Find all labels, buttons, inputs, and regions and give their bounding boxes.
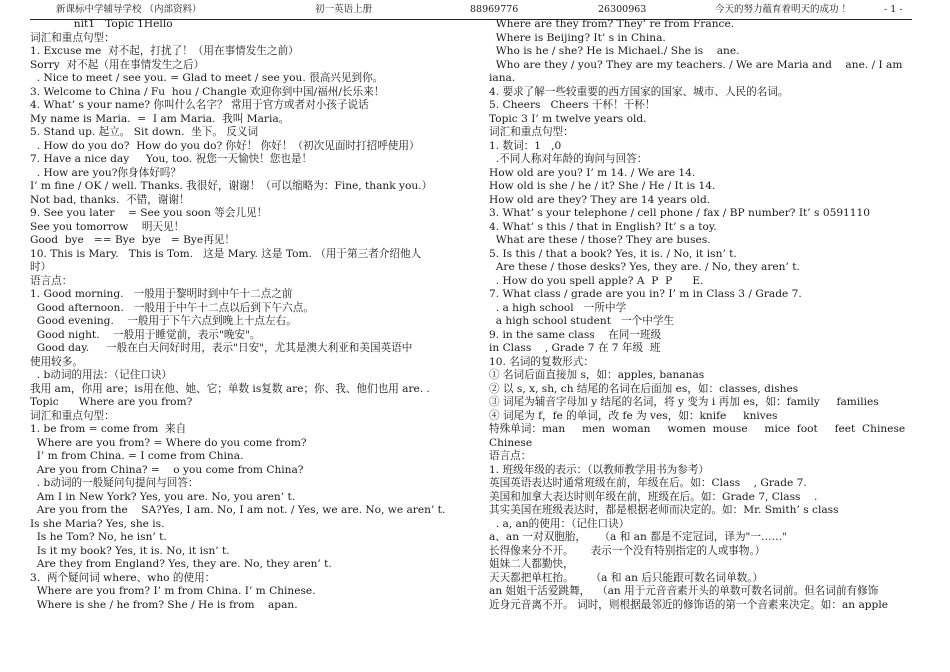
text-line: .不同人称对年龄的询问与回答：: [489, 153, 648, 165]
page-header: [0, 0, 950, 20]
text-line: I’ m from China. = I come from China.: [30, 450, 244, 462]
text-line: nit1 Topic 1Hello: [30, 18, 173, 30]
text-line: 3. Welcome to China / Fu hou / Changle 欢迎你到中国/福州/长乐来！: [30, 85, 385, 98]
text-line: . How do you do? How do you do? 你好！ 你好！（初次见面时打招呼使用）: [30, 139, 420, 152]
text-line: Topic Where are you from?: [30, 396, 193, 408]
text-line: 3. 两个疑问词 where、who 的使用：: [30, 571, 216, 584]
header-motto: 今天的努力蕴育着明天的成功 ！: [715, 4, 852, 15]
text-line: 英国英语表达时通常班级在前，年级在后。如：Class , Grade 7.: [489, 477, 807, 489]
text-line: Not bad, thanks. 不错，谢谢！: [30, 193, 190, 206]
text-line: 4. What’ s this / that in English? It’ s a toy.: [489, 220, 717, 233]
text-line: Who is he / she? He is Michael./ She is ane.: [489, 45, 740, 57]
text-line: 7. What class / grade are you in? I’ m in Class 3 / Grade 7.: [489, 288, 802, 300]
text-line: 长得像来分不开。 表示一个没有特别指定的人或事物。）: [489, 544, 766, 557]
text-line: Am I in New York? Yes, you are. No, you aren’ t.: [30, 490, 296, 503]
text-line: 语言点：: [489, 450, 532, 462]
text-line: 10. 名词的复数形式：: [489, 355, 594, 368]
text-line: 9. in the same class 在同一班级: [489, 328, 662, 341]
text-line: 近身元音离不开。 词时，则根据最邻近的修饰语的第一个音素来决定。如：an apple: [489, 598, 889, 611]
text-line: 1. Good morning. 一般用于黎明时到中午十二点之前: [30, 288, 293, 300]
text-line: Where are they from? They’ re from France.: [489, 18, 735, 30]
text-line: Is she Maria? Yes, she is.: [30, 517, 165, 530]
text-line: 1. 数词：1 ,0: [489, 139, 562, 152]
text-line: Topic 3 I’ m twelve years old.: [489, 112, 647, 125]
text-line: Good day. 一般在白天问好时用，表示"日安"，尤其是澳大利亚和美国英语中: [30, 342, 413, 354]
right-column: [489, 18, 933, 612]
text-line: Are they from England? Yes, they are. No, they aren’ t.: [30, 558, 332, 570]
text-line: Is it my book? Yes, it is. No, it isn’ t.: [30, 544, 230, 557]
text-line: an 姐姐干活爱跳舞， （an 用于元音音素开头的单数可数名词前。但名词前有修饰: [489, 585, 879, 597]
text-line: Is he Tom? No, he isn’ t.: [30, 531, 167, 543]
text-line: 词汇和重点句型：: [489, 126, 574, 138]
text-line: Chinese: [489, 436, 533, 449]
text-line: Good bye == Bye bye = Bye再见！: [30, 234, 235, 246]
text-line: 1. Excuse me 对不起，打扰了！（用在事情发生之前）: [30, 45, 299, 57]
text-line: 姐妹二人都勤快，: [489, 558, 574, 570]
text-line: 7. Have a nice day You, too. 祝您一天愉快！您也是！: [30, 153, 313, 165]
text-line: Are you from the SA?Yes, I am. No, I am not. / Yes, we are. No, we aren’ t.: [30, 504, 446, 516]
text-line: 语言点：: [30, 274, 73, 287]
text-line: Where is she / he from? She / He is from apan.: [30, 598, 298, 611]
text-line: 9. See you later = See you soon 等会儿见！: [30, 207, 268, 219]
text-line: Sorry 对不起（用在事情发生之后）: [30, 58, 205, 71]
text-line: 1. be from = come from 来自: [30, 423, 187, 435]
page-number: - 1 -: [884, 4, 903, 15]
text-line: 我用 am，你用 are；is用在他、她、它；单数 is复数 are；你、我、他们也用 are. .: [30, 382, 430, 395]
phone-2: 26300963: [598, 4, 647, 15]
text-line: in Class , Grade 7 在 7 年级 班: [489, 342, 661, 354]
text-line: 5. Stand up. 起立。 Sit down. 坐下。 反义词: [30, 126, 259, 138]
text-line: 4. 要求了解一些较重要的西方国家的国家、城市、人民的名词。: [489, 85, 789, 98]
text-line: 3. What’ s your telephone / cell phone / fax / BP number? It’ s 0591110: [489, 207, 871, 219]
text-line: 天天都把单杠抬。 （a 和 an 后只能跟可数名词单数。）: [489, 571, 764, 584]
text-line: . a, an的使用：（记住口诀）: [489, 517, 630, 530]
text-line: 特殊单词：man men woman women mouse mice foot feet Chinese: [489, 423, 906, 435]
text-line: 使用较多。: [30, 355, 83, 368]
text-line: My name is Maria. = I am Maria. 我叫 Maria。: [30, 112, 290, 125]
text-line: Good evening. 一般用于下午六点到晚上十点左右。: [30, 315, 297, 327]
text-line: . b动词的用法：（记住口诀）: [30, 369, 173, 381]
text-line: iana.: [489, 72, 516, 84]
text-line: 词汇和重点句型：: [30, 31, 115, 44]
text-line: ② 以 s, x, sh, ch 结尾的名词在后面加 es，如：classes, dishes: [489, 382, 799, 395]
text-line: 时）: [30, 261, 52, 273]
text-line: ④ 词尾为 f，fe 的单词，改 fe 为 ves，如：knife knives: [489, 409, 778, 422]
text-line: . b动词的一般疑问句提问与回答：: [30, 477, 199, 489]
text-line: 5. Cheers Cheers 干杯！干杯！: [489, 99, 656, 111]
text-line: 美国和加拿大表达时则年级在前，班级在后。如：Grade 7, Class .: [489, 490, 818, 503]
text-line: 5. Is this / that a book? Yes, it is. / No, it isn’ t.: [489, 247, 737, 260]
text-line: I’ m fine / OK / well. Thanks. 我很好，谢谢！（可以缩略为：Fine, thank you.）: [30, 180, 433, 192]
text-line: How old are they? They are 14 years old.: [489, 193, 711, 206]
text-line: Where are you from? = Where do you come from?: [30, 436, 307, 449]
text-line: ① 名词后面直接加 s，如：apples, bananas: [489, 369, 705, 381]
text-line: 10. This is Mary. This is Tom. 这是 Mary. 这是 Tom. （用于第三者介绍他人: [30, 247, 422, 260]
text-line: a、an 一对双胞胎， （a 和 an 都是不定冠词，译为"一……": [489, 531, 788, 543]
text-line: . How are you?你身体好吗？: [30, 166, 181, 179]
text-line: How old are you? I’ m 14. / We are 14.: [489, 166, 696, 179]
text-line: 其实美国在班级表达时，都是根据老师而决定的。如：Mr. Smith’ s class: [489, 504, 839, 516]
school-name: 新课标中学辅导学校 （内部资料）: [56, 4, 202, 15]
text-line: . a high school 一所中学: [489, 301, 627, 314]
text-line: 4. What’ s your name? 你叫什么名字？ 常用于官方或者对小孩子说话: [30, 99, 369, 111]
text-line: How old is she / he / it? She / He / It is 14.: [489, 180, 716, 192]
text-line: Where are you from? I’ m from China. I’ m Chinese.: [30, 585, 316, 597]
text-line: See you tomorrow 明天见！: [30, 220, 185, 233]
text-line: . Nice to meet / see you. = Glad to meet / see you. 很高兴见到你。: [30, 72, 384, 84]
left-column: [30, 18, 470, 612]
text-line: Are you from China? = o you come from China?: [30, 463, 304, 476]
text-line: a high school student 一个中学生: [489, 315, 675, 327]
text-line: 1. 班级年级的表示：（以教师教学用书为参考）: [489, 463, 710, 476]
text-line: Where is Beijing? It’ s in China.: [489, 31, 666, 44]
text-line: . How do you spell apple? A P P E.: [489, 274, 704, 287]
text-line: 词汇和重点句型：: [30, 409, 115, 422]
text-line: What are these / those? They are buses.: [489, 234, 711, 246]
text-line: Good afternoon. 一般用于中午十二点以后到下午六点。: [30, 301, 314, 314]
text-line: Good night. 一般用于睡觉前，表示"晚安"。: [30, 328, 261, 341]
text-line: Who are they / you? They are my teachers. / We are Maria and ane. / I am: [489, 58, 903, 71]
course-name: 初一英语上册: [315, 4, 373, 15]
phone-1: 88969776: [470, 4, 519, 15]
text-line: ③ 词尾为辅音字母加 y 结尾的名词，将 y 变为 i 再加 es，如：family families: [489, 396, 879, 408]
text-line: Are these / those desks? Yes, they are. / No, they aren’ t.: [489, 261, 800, 273]
